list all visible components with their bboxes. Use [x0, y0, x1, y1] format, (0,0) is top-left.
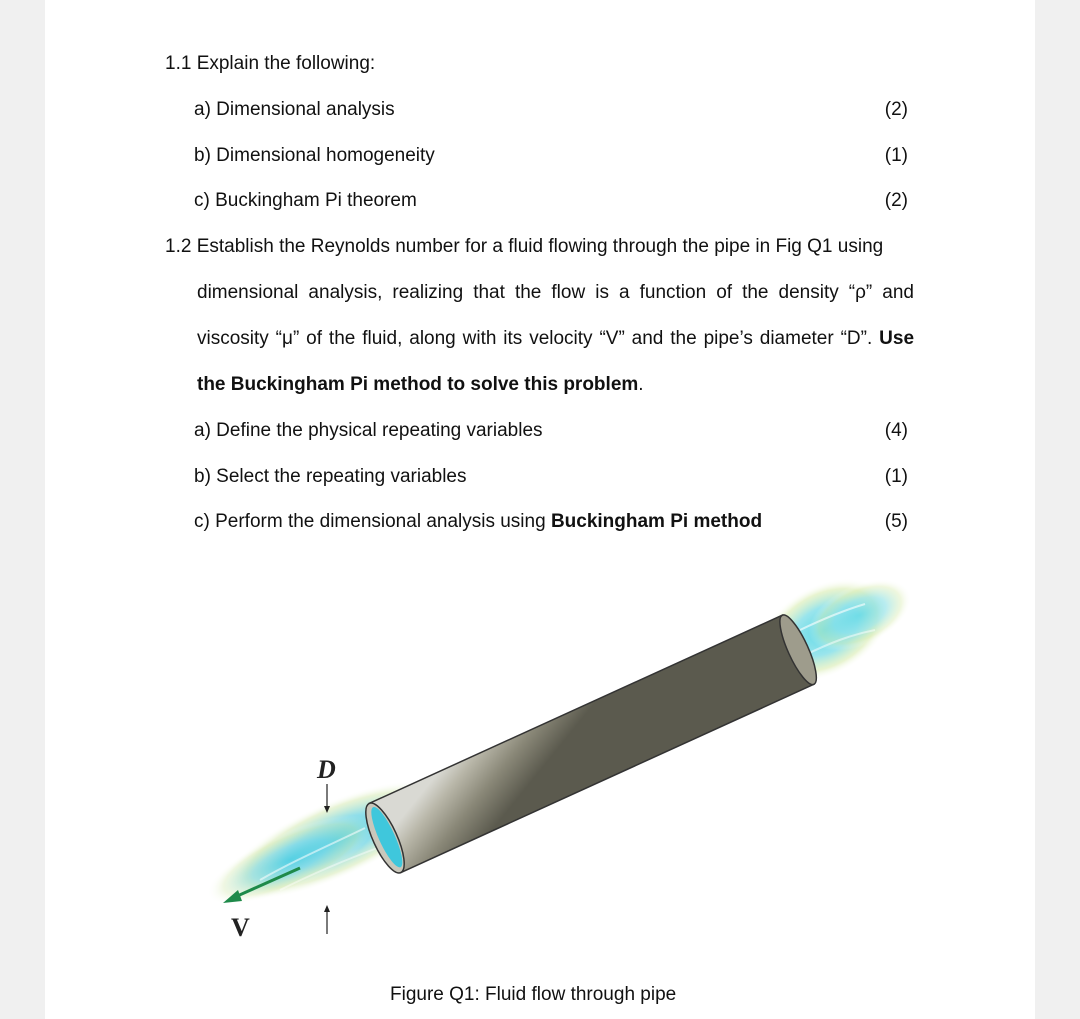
- q1-2-line-3-text: viscosity “μ” of the fluid, along with its velocity “V” and the pipe’s diameter “D”.: [197, 328, 873, 349]
- q1-2-line-4-end: .: [638, 374, 644, 395]
- q1-1-heading: 1.1 Explain the following:: [165, 53, 376, 74]
- q1-2-line-4-bold: the Buckingham Pi method to solve this problem: [197, 374, 639, 395]
- label-D: D: [317, 755, 336, 784]
- q1-2-line-4: [197, 373, 644, 397]
- q1-1-item-b-marks: (1): [884, 145, 908, 166]
- q1-2-item-c-bold: Buckingham Pi method: [550, 511, 763, 532]
- q1-2-line-2: dimensional analysis, realizing that the flow is a function of the density “ρ” and: [197, 282, 914, 303]
- q1-2-line-3: [197, 327, 914, 351]
- q1-2-item-a-marks: (4): [884, 420, 908, 441]
- q1-2-item-b-marks: (1): [884, 466, 908, 487]
- label-V: V: [231, 913, 250, 942]
- pipe: [358, 611, 823, 878]
- q1-2-item-b: b) Select the repeating variables: [194, 466, 467, 487]
- q1-1-item-c-marks: (2): [884, 190, 908, 211]
- q1-2-item-c-text: c) Perform the dimensional analysis using: [194, 511, 551, 532]
- q1-2-line-1: 1.2 Establish the Reynolds number for a fluid flowing through the pipe in Fig Q1 using: [165, 236, 884, 257]
- q1-1-item-c: c) Buckingham Pi theorem: [194, 190, 417, 211]
- q1-1-item-a: a) Dimensional analysis: [194, 99, 395, 120]
- pipe-figure: [45, 560, 1035, 960]
- q1-2-item-a: a) Define the physical repeating variables: [194, 420, 543, 441]
- q1-1-item-a-marks: (2): [884, 99, 908, 120]
- q1-1-item-b: b) Dimensional homogeneity: [194, 145, 435, 166]
- q1-2-item-c-marks: (5): [884, 511, 908, 532]
- figure-caption: Figure Q1: Fluid flow through pipe: [390, 984, 677, 1005]
- q1-2-item-c: [194, 510, 762, 534]
- document-page: [45, 0, 1035, 1019]
- q1-2-line-3-bold: Use: [879, 328, 915, 349]
